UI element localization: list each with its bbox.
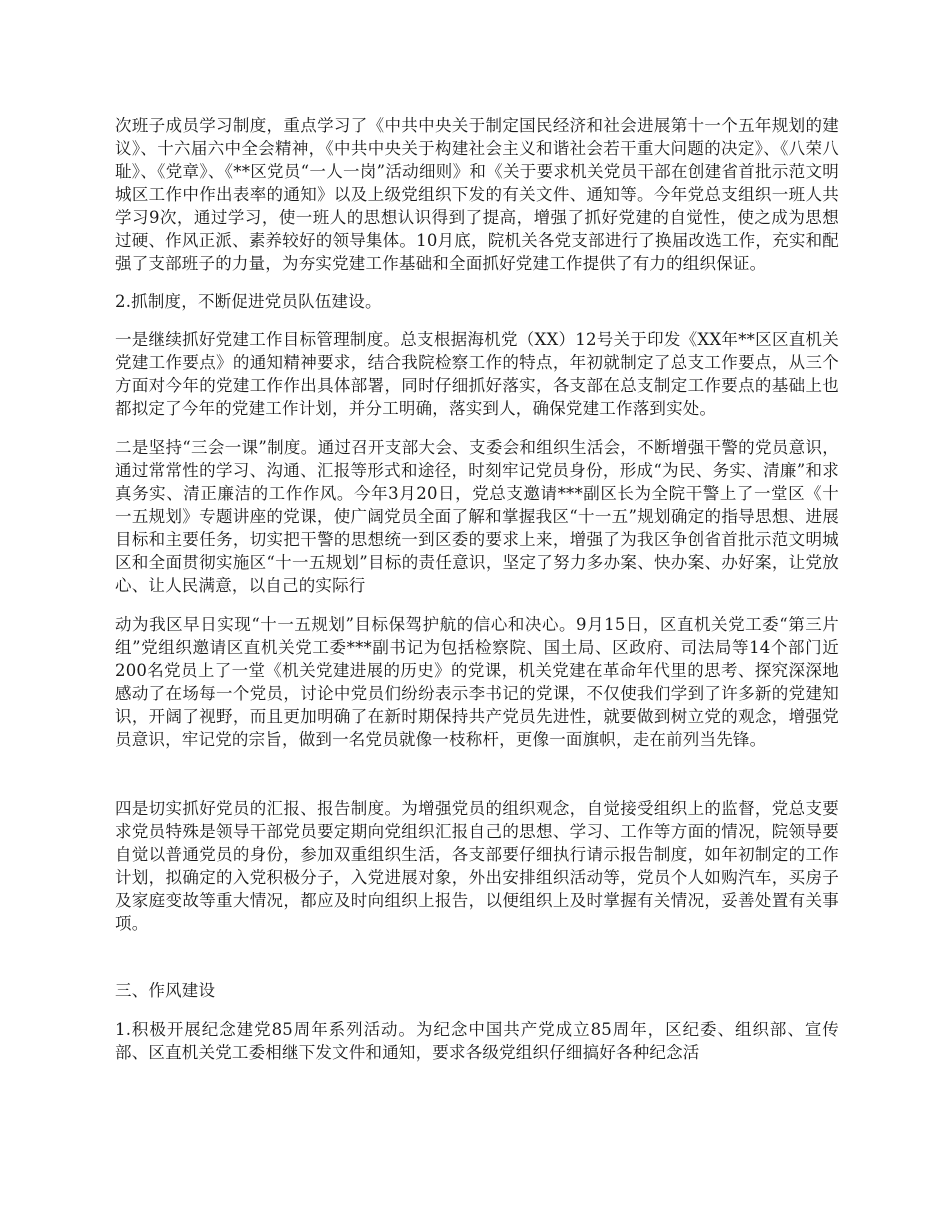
paragraph-party-lecture: 动为我区早日实现“十一五规划”目标保驾护航的信心和决心。9月15日，区直机关党工委“第三片组”党组织邀请区直机关党工委***副书记为包括检察院、国土局、区政府、司法局等14个部门近200名党员上了一堂《机关党建进展的历史》的党课，机关党建在革命年代里的思考、探究深深地感动了在场每一个党员，讨论中党员们纷纷表示李书记的党课，不仅使我们学到了许多新的党建知识，开阔了视野，而且更加明确了在新时期保持共产党员先进性，就要做到树立党的观念，增强党员意识，牢记党的宗旨，做到一名党员就像一枝称杆，更像一面旗帜，走在前列当先锋。 (115, 615, 839, 749)
paragraph-anniversary-activities: 1.积极开展纪念建党85周年系列活动。为纪念中国共产党成立85周年，区纪委、组织部、宣传部、区直机关党工委相继下发文件和通知，要求各级党组织仔细搞好各种纪念活 (115, 1020, 839, 1062)
spacer (115, 597, 839, 613)
spacer (115, 935, 839, 979)
paragraph-study-system: 次班子成员学习制度，重点学习了《中共中央关于制定国民经济和社会进展第十一个五年规划的建议》、十六届六中全会精神，《中共中央关于构建社会主义和谐社会若干重大问题的决定》、《八荣八耻》、《党章》、《**区党员“一人一岗”活动细则》和《关于要求机关党员干部在创建省首批示范文明城区工作中作出表率的通知》以及上级党组织下发的有关文件、通知等。今年党总支组织一班人共学习9次，通过学习，使一班人的思想认识得到了提高，增强了抓好党建的自觉性，使之成为思想过硬、作风正派、素养较好的领导集体。10月底，院机关各党支部进行了换届改选工作，充实和配强了支部班子的力量，为夯实党建工作基础和全面抓好党建工作提供了有力的组织保证。 (115, 116, 839, 273)
paragraph-target-management: 一是继续抓好党建工作目标管理制度。总支根据海机党（XX）12号关于印发《XX年**区区直机关党建工作要点》的通知精神要求，结合我院检察工作的特点，年初就制定了总支工作要点，从三个方面对今年的党建工作作出具体部署，同时仔细抓好落实，各支部在总支制定工作要点的基础上也都拟定了今年的党建工作计划，并分工明确，落实到人，确保党建工作落到实处。 (115, 330, 839, 418)
paragraph-three-meetings: 二是坚持“三会一课”制度。通过召开支部大会、支委会和组织生活会，不断增强干警的党员意识，通过常常性的学习、沟通、汇报等形式和途径，时刻牢记党员身份，形成“为民、务实、清廉”和求真务实、清正廉洁的工作作风。今年3月20日，党总支邀请***副区长为全院干警上了一堂区《十一五规划》专题讲座的党课，使广阔党员全面了解和掌握我区“十一五”规划确定的指导思想、进展目标和主要任务，切实把干警的思想统一到区委的要求上来，增强了为我区争创省首批示范文明城区和全面贯彻实施区“十一五规划”目标的责任意识，坚定了努力多办案、快办案、办好案，让党放心、让人民满意，以自己的实际行 (115, 438, 839, 595)
spacer (115, 275, 839, 290)
document-page (115, 114, 839, 1064)
spacer (115, 420, 839, 436)
spacer (115, 751, 839, 797)
section-heading-style-building: 三、作风建设 (115, 981, 216, 1000)
spacer (115, 313, 839, 328)
paragraph-report-system: 四是切实抓好党员的汇报、报告制度。为增强党员的组织观念，自觉接受组织上的监督，党总支要求党员特殊是领导干部党员要定期向党组织汇报自己的思想、学习、工作等方面的情况，院领导要自觉以普通党员的身份，参加双重组织生活，各支部要仔细执行请示报告制度，如年初制定的工作计划，拟确定的入党积极分子，入党进展对象，外出安排组织活动等，党员个人如购汽车，买房子及家庭变故等重大情况，都应及时向组织上报告，以便组织上及时掌握有关情况，妥善处置有关事项。 (115, 799, 839, 933)
heading-system-building: 2.抓制度，不断促进党员队伍建设。 (115, 292, 382, 311)
spacer (115, 1002, 839, 1018)
